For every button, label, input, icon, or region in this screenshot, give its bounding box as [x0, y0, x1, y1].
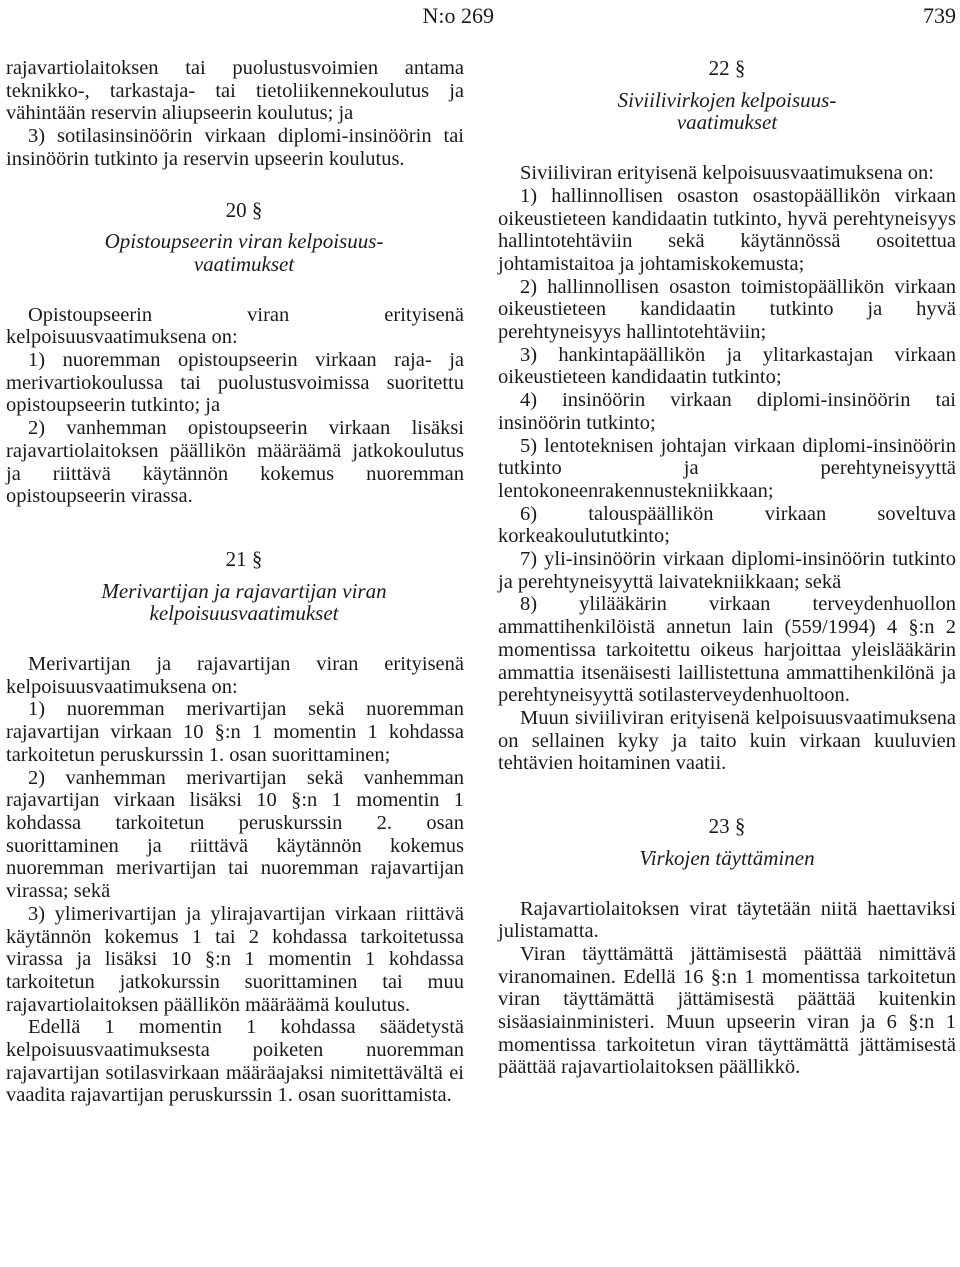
section-20-paragraph: 2) vanhemman opistoupseerin virkaan lisäksi rajavartiolaitoksen päällikön määräämä jatkokoulutus ja riittävä käytännön kokemus nuoremman opistoupseerin virassa.: [6, 417, 464, 508]
section-22-paragraph: 7) yli-insinöörin virkaan diplomi-insinöörin tutkinto ja perehtyneisyyttä laivatekniikkaan; sekä: [498, 548, 956, 593]
section-22-paragraph: 1) hallinnollisen osaston osastopäällikön virkaan oikeustieteen kandidaatin tutkinto, hyvä perehtyneisyys hallintotehtäviin sekä käytännössä osoitettua johtamistaitoa ja johtamiskokemusta;: [498, 184, 956, 275]
section-21-paragraph: Edellä 1 momentin 1 kohdassa säädetystä kelpoisuusvaatimuksesta poiketen nuoremman rajavartijan sotilasvirkaan määräajaksi nimitettävältä ei vaadita rajavartijan peruskurssin 1. osan suorittamista.: [6, 1016, 464, 1107]
item-3-paragraph: 3) sotilasinsinöörin virkaan diplomi-insinöörin tai insinöörin tutkinto ja reservin upseerin koulutus.: [6, 125, 464, 170]
section-22-paragraph: Muun siviiliviran erityisenä kelpoisuusvaatimuksena on sellainen kyky ja taito kuin virkaan kuuluvien tehtävien hoitaminen vaatii.: [498, 706, 956, 775]
section-21-title: Merivartijan ja rajavartijan viran kelpoisuusvaatimukset: [101, 578, 387, 626]
continued-paragraph: rajavartiolaitoksen tai puolustusvoimien antama teknikko-, tarkastaja- tai tietoliikennekoulutus ja vähintään reservin aliupseerin koulutus; ja: [6, 57, 464, 125]
section-23-number: 23 §: [708, 814, 746, 839]
section-20-number: 20 §: [225, 197, 263, 222]
section-20-title: Opistoupseerin viran kelpoisuus- vaatimukset: [104, 229, 384, 276]
section-22-title: Siviilivirkojen kelpoisuus- vaatimukset: [617, 87, 837, 135]
section-20-paragraph: Opistoupseerin viran erityisenä kelpoisuusvaatimuksena on:: [6, 303, 464, 349]
section-22-paragraph: Siviiliviran erityisenä kelpoisuusvaatimuksena on:: [520, 162, 934, 185]
section-23-paragraph: Rajavartiolaitoksen virat täytetään niitä haettaviksi julistamatta.: [498, 897, 956, 943]
section-22-number: 22 §: [708, 56, 746, 80]
section-23-paragraph: Viran täyttämättä jättämisestä päättää nimittävä viranomainen. Edellä 16 §:n 1 momentissa tarkoitetun viran täyttämättä jättämisestä päättää kuitenkin sisäasiainministeri. Muun upseerin viran ja 6 §:n 1 momentissa tarkoitetun viran täyttämättä jättämisestä päättää rajavartiolaitoksen päällikkö.: [498, 942, 956, 1079]
page-header: [0, 0, 960, 34]
section-22-paragraph: 5) lentoteknisen johtajan virkaan diplomi-insinöörin tutkinto ja perehtyneisyyttä lentokoneenrakennustekniikkaan;: [498, 434, 956, 502]
section-21-paragraph: 3) ylimerivartijan ja ylirajavartijan virkaan riittävä käytännön kokemus 1 tai 2 kohdassa tarkoitetussa virassa ja lisäksi 10 §:n 1 momentin 1 kohdassa tarkoitetun jatkokurssin suorittaminen tai muu rajavartiolaitoksen päällikön määräämä koulutus.: [6, 902, 464, 1016]
section-22-paragraph: 3) hankintapäällikön ja ylitarkastajan virkaan oikeustieteen kandidaatin tutkinto;: [498, 343, 956, 389]
right-column: [498, 57, 956, 1079]
section-21-number: 21 §: [225, 546, 263, 571]
section-21-paragraph: 1) nuoremman merivartijan sekä nuoremman rajavartijan virkaan 10 §:n 1 momentin 1 kohdassa tarkoitetun peruskurssin 1. osan suorittaminen;: [6, 698, 464, 766]
section-21-paragraph: Merivartijan ja rajavartijan viran erityisenä kelpoisuusvaatimuksena on:: [6, 653, 464, 698]
section-21-paragraph: 2) vanhemman merivartijan sekä vanhemman rajavartijan virkaan lisäksi 10 §:n 1 momentin 1 kohdassa tarkoitetun peruskurssin 2. osan suorittaminen ja riittävä käytännön kokemus nuoremman merivartijan tai nuoremman rajavartijan virassa; sekä: [6, 766, 464, 903]
section-20-paragraph: 1) nuoremman opistoupseerin virkaan raja- ja merivartiokoulussa tai puolustusvoimissa suoritettu opistoupseerin tutkinto; ja: [6, 349, 464, 417]
section-22-paragraph: 6) talouspäällikön virkaan soveltuva korkeakoulututkinto;: [498, 502, 956, 548]
section-23-title: Virkojen täyttäminen: [639, 845, 815, 870]
left-column: [6, 57, 464, 1107]
statute-number: N:o 269: [422, 3, 494, 28]
section-22-paragraph: 4) insinöörin virkaan diplomi-insinöörin tai insinöörin tutkinto;: [498, 389, 956, 434]
page-number: 739: [923, 3, 956, 28]
section-22-paragraph: 2) hallinnollisen osaston toimistopäällikön virkaan oikeustieteen kandidaatin tutkinto ja hyvä perehtyneisyys hallintotehtäviin;: [498, 275, 956, 344]
section-22-paragraph: 8) ylilääkärin virkaan terveydenhuollon ammattihenkilöistä annetun lain (559/1994) 4 §:n 2 momentissa tarkoitettu oikeus harjoittaa yleislääkärin ammattia itsenäisesti laillistettuna ammattihenkilönä ja perehtyneisyyttä sotilasterveydenhuoltoon.: [498, 593, 956, 707]
